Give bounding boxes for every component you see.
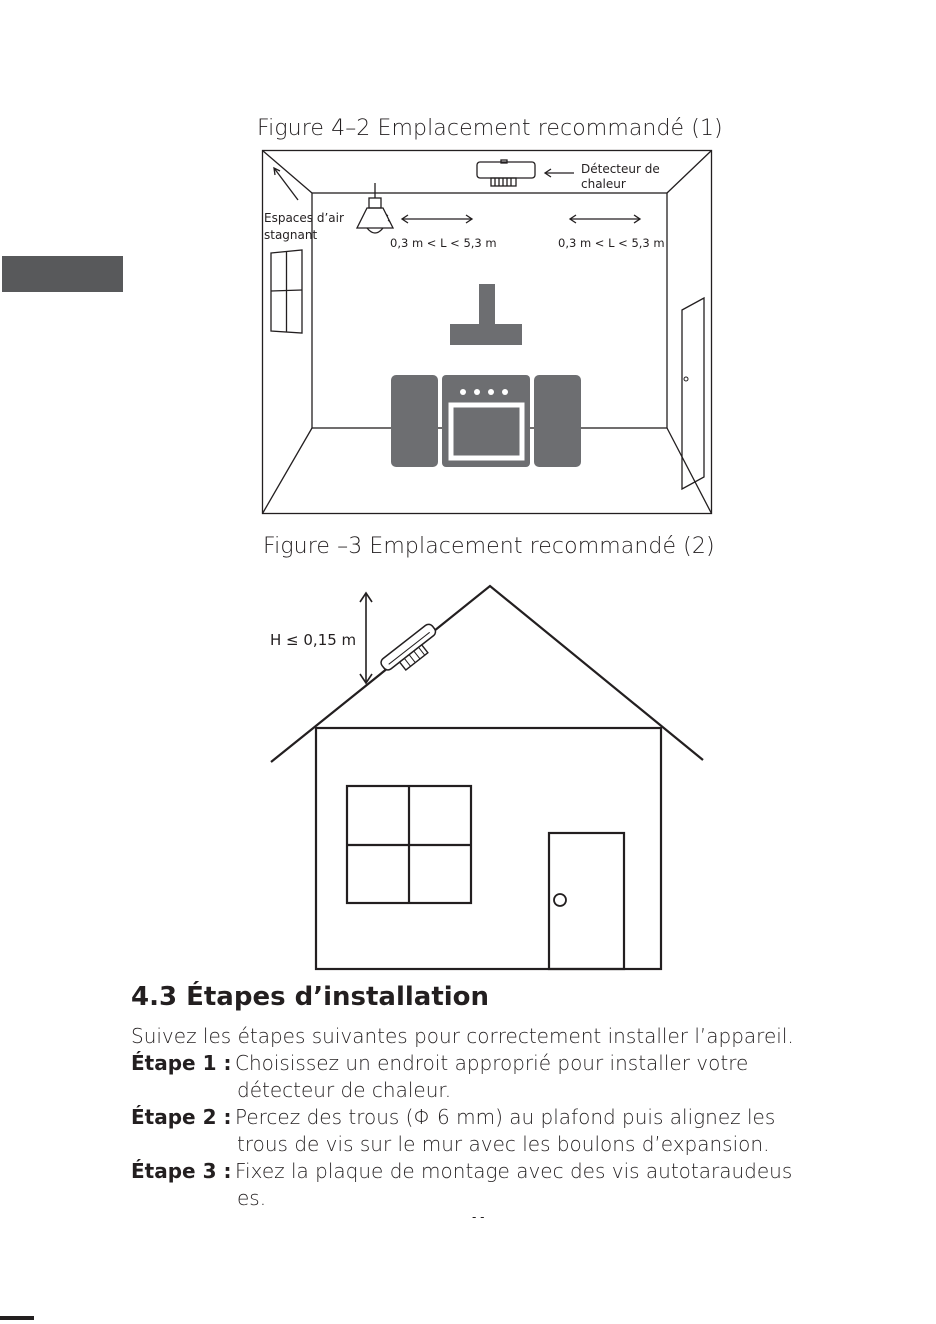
- detector-label-line2: chaleur: [581, 177, 626, 191]
- cabinet-right-icon: [534, 375, 581, 467]
- step-text: Fixez la plaque de montage avec des vis autotaraudeus: [235, 1159, 793, 1183]
- stagnant-label-line1: Espaces d’air: [264, 211, 344, 225]
- distance-label-right: 0,3 m < L < 5,3 m: [558, 236, 665, 250]
- step-text-continued: trous de vis sur le mur avec les boulons d’expansion.: [237, 1132, 770, 1156]
- distance-arrow-left: [402, 215, 472, 223]
- section-title: 4.3 Étapes d’installation: [131, 982, 490, 1012]
- step-text-continued: détecteur de chaleur.: [237, 1078, 452, 1102]
- house-wall: [316, 728, 661, 969]
- ceiling-lamp-icon: [357, 183, 393, 233]
- crop-mark: [0, 1316, 34, 1320]
- distance-arrow-right: [570, 215, 640, 223]
- heat-detector-icon: [379, 622, 444, 680]
- distance-label-left: 0,3 m < L < 5,3 m: [390, 236, 497, 250]
- step-text: Choisissez un endroit approprié pour installer votre: [235, 1051, 749, 1075]
- roof-outline: [271, 586, 703, 762]
- figure-1-caption: Figure 4–2 Emplacement recommandé (1): [257, 116, 723, 141]
- figure-1-room-diagram: [262, 150, 712, 514]
- step-label: Étape 1 :: [131, 1051, 232, 1075]
- install-step-3: [131, 1158, 831, 1212]
- step-text: Percez des trous (Φ 6 mm) au plafond puis alignez les: [235, 1105, 776, 1129]
- arrow-icon: [274, 168, 298, 200]
- window-icon: [347, 786, 471, 903]
- cabinet-left-icon: [391, 375, 438, 467]
- door-icon: [682, 298, 704, 489]
- install-step-1: [131, 1050, 831, 1104]
- step-label: Étape 3 :: [131, 1159, 232, 1183]
- figure-2-house-diagram: [262, 582, 712, 974]
- stove-icon: [442, 375, 530, 467]
- range-hood-icon: [450, 284, 522, 345]
- heat-detector-icon: [477, 160, 535, 186]
- page-number: - -: [472, 1210, 485, 1224]
- section-intro: Suivez les étapes suivantes pour correctement installer l’appareil.: [131, 1024, 794, 1048]
- door-icon: [549, 833, 624, 969]
- chapter-tab: [2, 256, 123, 292]
- window-icon: [271, 250, 302, 333]
- install-step-2: [131, 1104, 831, 1158]
- detector-label-line1: Détecteur de: [581, 162, 660, 176]
- figure-2-caption: Figure –3 Emplacement recommandé (2): [263, 534, 715, 559]
- step-label: Étape 2 :: [131, 1105, 232, 1129]
- height-label: H ≤ 0,15 m: [270, 631, 357, 649]
- stagnant-label-line2: stagnant: [264, 228, 318, 242]
- step-text-continued: es.: [237, 1186, 267, 1210]
